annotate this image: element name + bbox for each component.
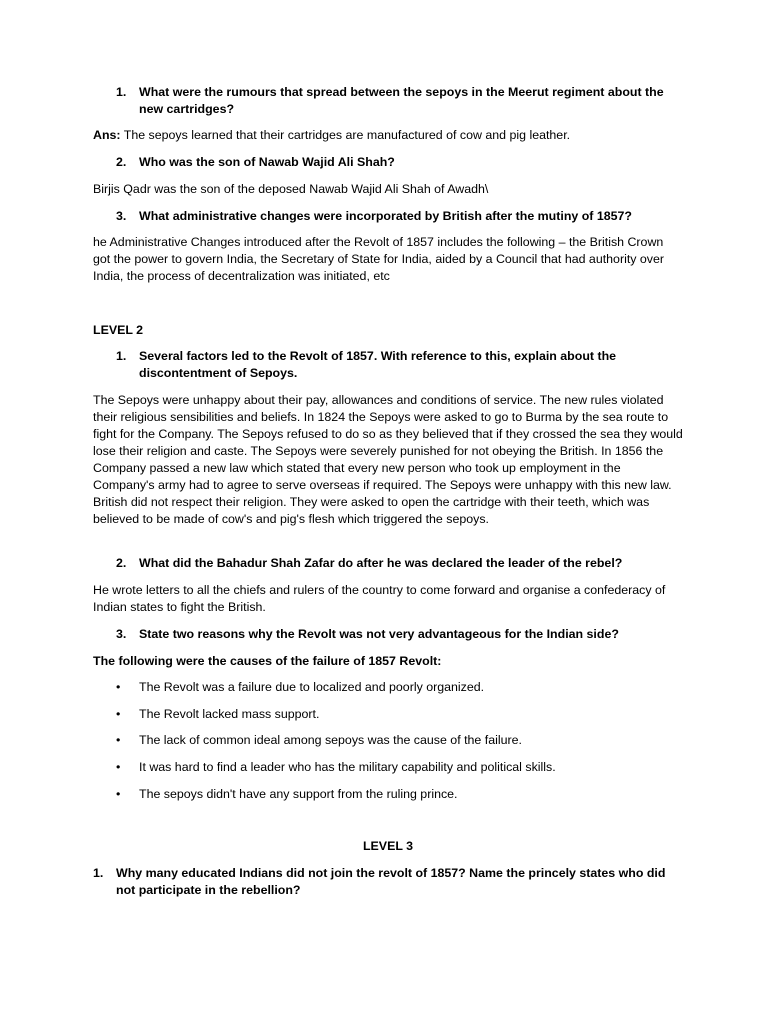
answer-1-1 bbox=[93, 127, 683, 144]
answer-2-1: The Sepoys were unhappy about their pay, allowances and conditions of service. The new rules violated their religious sensibilities and beliefs. In 1824 the Sepoys were asked to go to Burma by the sea route to fight for the Company. The Sepoys refused to do so as they believed that if they crossed the sea they would lose their religion and caste. The Sepoys were severely punished for not obeying the British. In 1856 the Company passed a new law which stated that every new person who took up employment in the Company's army had to agree to serve overseas if required. The Sepoys were unhappy with this new law. British did not respect their religion. They were asked to open the cartridge with their teeth, which was believed to be made of cow's and pig's flesh which triggered the sepoys. bbox=[93, 393, 683, 526]
question-3-1 bbox=[93, 865, 683, 899]
question-2-2 bbox=[93, 555, 683, 572]
question-text: What were the rumours that spread between the sepoys in the Meerut regiment about the new cartridges? bbox=[139, 85, 664, 116]
question-2-1 bbox=[93, 348, 683, 382]
question-text: Who was the son of Nawab Wajid Ali Shah? bbox=[139, 155, 395, 169]
bullet-icon: • bbox=[116, 787, 121, 801]
bullet-icon: • bbox=[116, 760, 121, 774]
bullet-item bbox=[116, 732, 676, 749]
answer-text: The sepoys learned that their cartridges are manufactured of cow and pig leather. bbox=[120, 128, 571, 142]
bullet-item bbox=[116, 786, 676, 803]
answer-label: Ans: bbox=[93, 128, 121, 142]
question-number: 2. bbox=[116, 155, 127, 169]
bullet-text: It was hard to find a leader who has the military capability and political skills. bbox=[139, 760, 556, 774]
level-2-heading: LEVEL 2 bbox=[93, 323, 144, 337]
question-number: 1. bbox=[93, 866, 104, 880]
question-number: 1. bbox=[116, 349, 127, 363]
answer-2-3-intro: The following were the causes of the failure of 1857 Revolt: bbox=[93, 654, 442, 668]
question-text: What did the Bahadur Shah Zafar do after he was declared the leader of the rebel? bbox=[139, 556, 623, 570]
bullet-text: The lack of common ideal among sepoys was the cause of the failure. bbox=[139, 733, 522, 747]
answer-2-2: He wrote letters to all the chiefs and rulers of the country to come forward and organise a confederacy of Indian states to fight the British. bbox=[93, 583, 666, 614]
bullet-icon: • bbox=[116, 707, 121, 721]
bullet-text: The sepoys didn't have any support from the ruling prince. bbox=[139, 787, 458, 801]
bullet-icon: • bbox=[116, 680, 121, 694]
question-text: Why many educated Indians did not join the revolt of 1857? Name the princely states who did not participate in the rebellion? bbox=[116, 866, 666, 897]
question-number: 2. bbox=[116, 556, 127, 570]
bullet-text: The Revolt lacked mass support. bbox=[139, 707, 320, 721]
question-number: 3. bbox=[116, 209, 127, 223]
bullet-icon: • bbox=[116, 733, 121, 747]
question-number: 1. bbox=[116, 85, 127, 99]
question-1-1 bbox=[93, 84, 683, 118]
level-3-heading: LEVEL 3 bbox=[362, 839, 414, 853]
bullet-item bbox=[116, 706, 676, 723]
question-1-2 bbox=[93, 154, 683, 171]
question-text: State two reasons why the Revolt was not very advantageous for the Indian side? bbox=[139, 627, 619, 641]
question-1-3 bbox=[93, 208, 683, 225]
bullet-item bbox=[116, 679, 676, 696]
answer-1-3: he Administrative Changes introduced after the Revolt of 1857 includes the following – the British Crown got the power to govern India, the Secretary of State for India, aided by a Council that had authority over India, the process of decentralization was initiated, etc bbox=[93, 235, 665, 283]
question-text: What administrative changes were incorporated by British after the mutiny of 1857? bbox=[139, 209, 632, 223]
question-number: 3. bbox=[116, 627, 127, 641]
answer-1-2: Birjis Qadr was the son of the deposed Nawab Wajid Ali Shah of Awadh\ bbox=[93, 182, 489, 196]
question-text: Several factors led to the Revolt of 1857. With reference to this, explain about the discontentment of Sepoys. bbox=[139, 349, 617, 380]
question-2-3 bbox=[93, 626, 683, 643]
bullet-text: The Revolt was a failure due to localized and poorly organized. bbox=[139, 680, 485, 694]
bullet-item bbox=[116, 759, 676, 776]
